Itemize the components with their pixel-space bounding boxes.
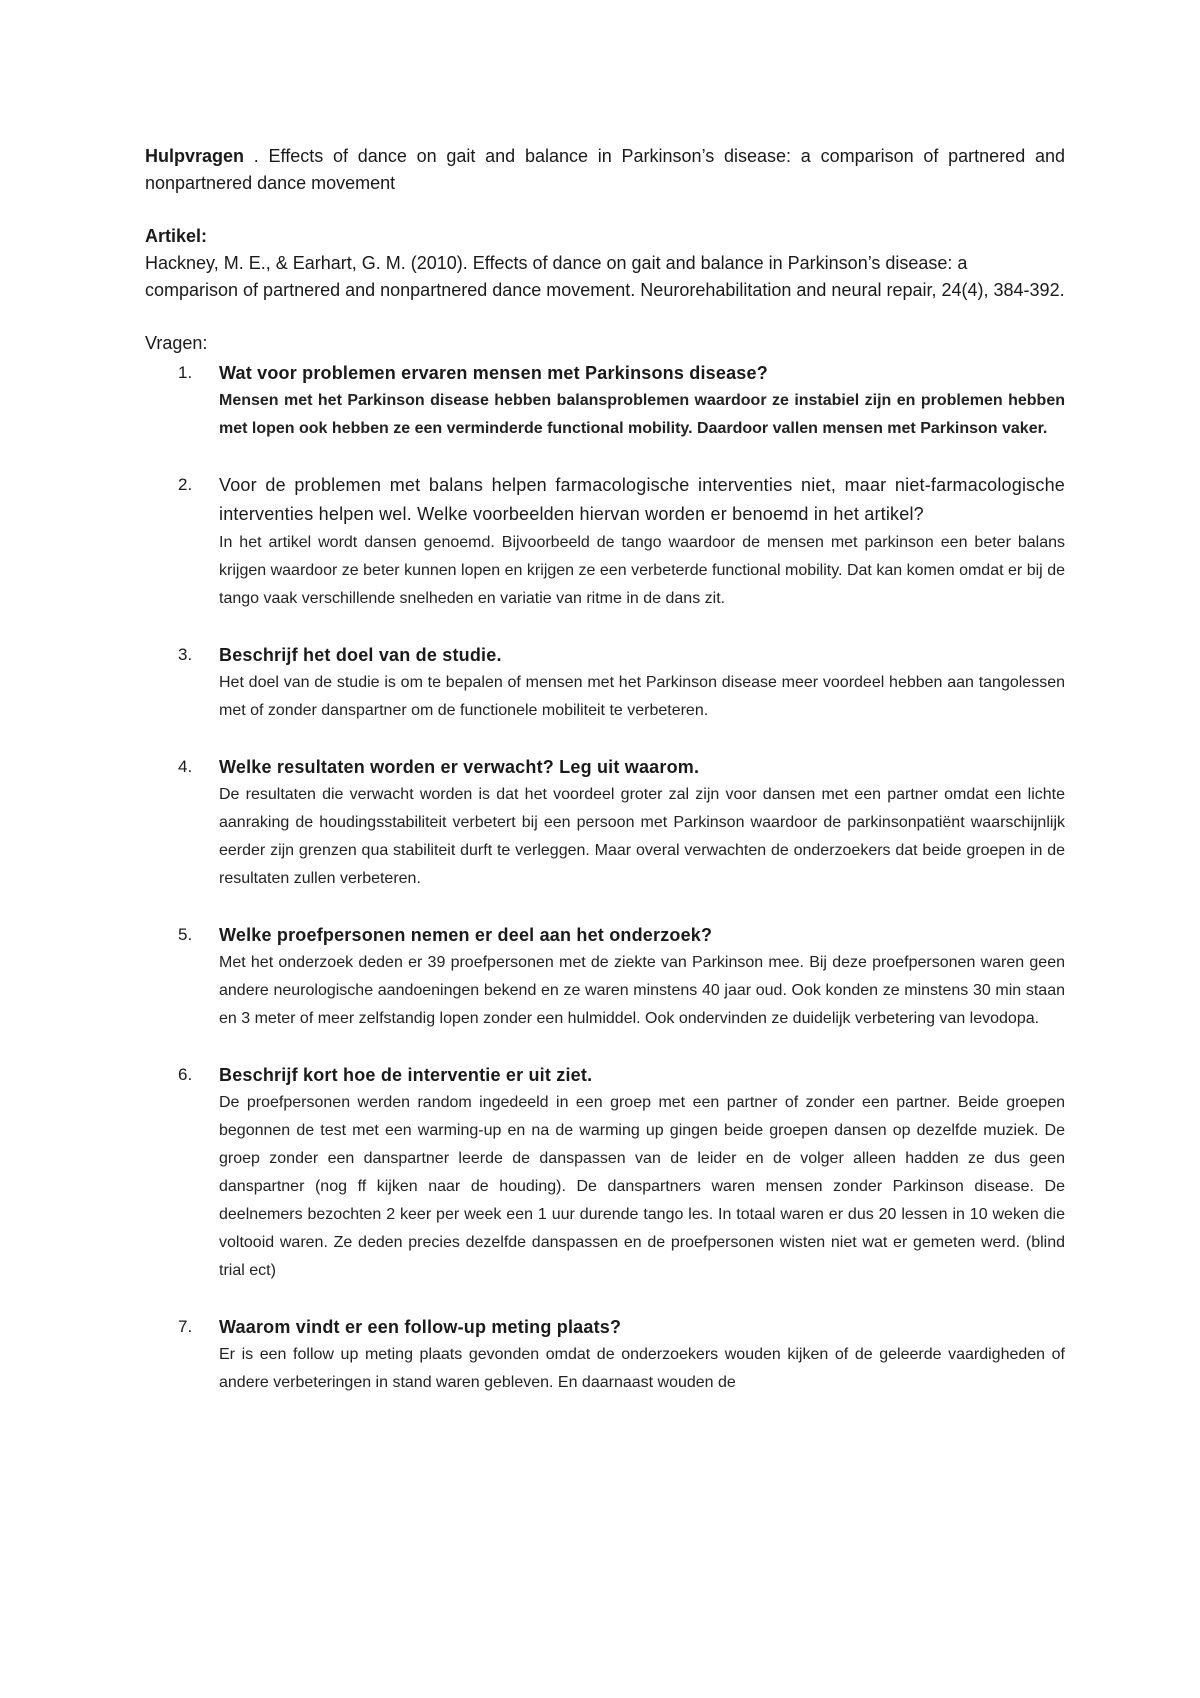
question-text: Wat voor problemen ervaren mensen met Parkinsons disease? xyxy=(219,363,768,383)
question-item xyxy=(145,359,1065,443)
answer-text: Met het onderzoek deden er 39 proefpersonen met de ziekte van Parkinson mee. Bij deze proefpersonen waren geen andere neurologische aandoeningen bekend en ze waren minstens 40 jaar oud. Ook konden ze minstens 30 min staan en 3 meter of meer zelfstandig lopen zonder een hulmiddel. Ook ondervinden ze duidelijk verbetering van levodopa. xyxy=(219,954,1065,1027)
question-list xyxy=(145,359,1065,1397)
question-number: 6. xyxy=(178,1065,193,1084)
question-text: Beschrijf kort hoe de interventie er uit ziet. xyxy=(219,1065,593,1085)
answer-text: De resultaten die verwacht worden is dat het voordeel groter zal zijn voor dansen met een partner omdat een lichte aanraking de houdingsstabiliteit verbetert bij een persoon met Parkinson waardoor de parkinsonpatiënt waarschijnlijk eerder zijn grenzen qua stabiliteit durft te verleggen. Maar overal verwachten de onderzoekers dat beide groepen in de resultaten zullen verbeteren. xyxy=(219,786,1065,887)
questions-heading: Vragen: xyxy=(145,333,208,353)
title-bold-prefix: Hulpvragen xyxy=(145,146,245,166)
answer-text: Mensen met het Parkinson disease hebben balansproblemen waardoor ze instabiel zijn en problemen hebben met lopen ook hebben ze een verminderde functional mobility. Daardoor vallen mensen met Parkinson vaker. xyxy=(219,392,1065,437)
question-text: Waarom vindt er een follow-up meting plaats? xyxy=(219,1317,622,1337)
question-text: Welke resultaten worden er verwacht? Leg uit waarom. xyxy=(219,757,700,777)
document-page xyxy=(145,143,1065,1425)
answer-text: De proefpersonen werden random ingedeeld in een groep met een partner of zonder een partner. Beide groepen begonnen de test met een warming-up en na de warming up gingen beide groepen dansen op dezelfde muziek. De groep zonder een danspartner leerde de danspassen van de leider en de volger alleen hadden ze dus geen danspartner (nog ff kijken naar de houding). De danspartners waren mensen zonder Parkinson disease. De deelnemers bezochten 2 keer per week een 1 uur durende tango les. In totaal waren er dus 20 lessen in 10 weken die voltooid waren. Ze deden precies dezelfde danspassen en de proefpersonen wisten niet wat er gemeten werd. (blind trial ect) xyxy=(219,1094,1065,1279)
question-item xyxy=(145,753,1065,893)
question-number: 4. xyxy=(178,757,193,776)
answer-text: In het artikel wordt dansen genoemd. Bijvoorbeeld de tango waardoor de mensen met parkinson een beter balans krijgen waardoor ze beter kunnen lopen en krijgen ze een verbeterde functional mobility. Dat kan komen omdat er bij de tango vaak verschillende snelheden en variatie van ritme in de dans zit. xyxy=(219,534,1065,607)
document-title xyxy=(145,143,1065,197)
question-item xyxy=(145,641,1065,725)
question-number: 3. xyxy=(178,645,193,664)
answer-text: Er is een follow up meting plaats gevonden omdat de onderzoekers wouden kijken of de geleerde vaardigheden of andere verbeteringen in stand waren gebleven. En daarnaast wouden de xyxy=(219,1346,1065,1391)
article-citation: Hackney, M. E., & Earhart, G. M. (2010). Effects of dance on gait and balance in Parkinson’s disease: a comparison of partnered and nonpartnered dance movement. Neurorehabilitation and neural repair, 24(4), 384-392. xyxy=(145,253,1065,300)
question-number: 7. xyxy=(178,1317,193,1336)
question-number: 1. xyxy=(178,363,193,382)
answer-text: Het doel van de studie is om te bepalen of mensen met het Parkinson disease meer voordeel hebben aan tangolessen met of zonder danspartner om de functionele mobiliteit te verbeteren. xyxy=(219,674,1065,719)
question-item xyxy=(145,471,1065,613)
title-text: . Effects of dance on gait and balance in Parkinson’s disease: a comparison of partnered and nonpartnered dance movement xyxy=(145,146,1065,193)
question-number: 5. xyxy=(178,925,193,944)
question-item xyxy=(145,1313,1065,1397)
question-text: Welke proefpersonen nemen er deel aan het onderzoek? xyxy=(219,925,713,945)
question-text: Voor de problemen met balans helpen farmacologische interventies niet, maar niet-farmacologische interventies helpen wel. Welke voorbeelden hiervan worden er benoemd in het artikel? xyxy=(219,475,1065,524)
question-number: 2. xyxy=(178,475,193,494)
question-text: Beschrijf het doel van de studie. xyxy=(219,645,502,665)
question-item xyxy=(145,1061,1065,1285)
article-heading: Artikel: xyxy=(145,226,208,246)
question-item xyxy=(145,921,1065,1033)
